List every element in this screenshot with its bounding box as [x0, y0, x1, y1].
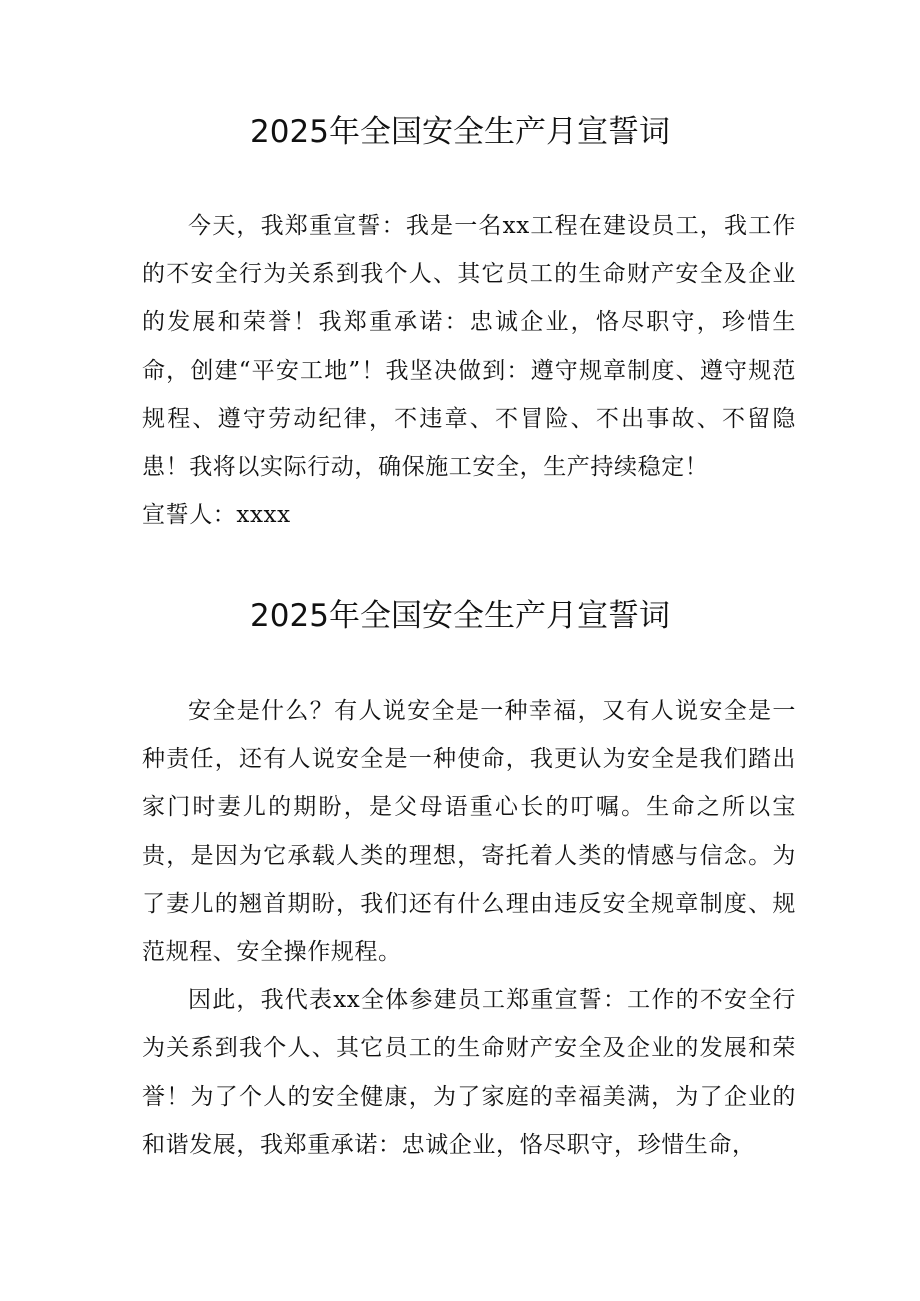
- section-1-title: 2025年全国安全生产月宣誓词: [250, 114, 670, 150]
- section-1-signature: 宣誓人：xxxx: [142, 502, 291, 529]
- section-2-title: 2025年全国安全生产月宣誓词: [250, 598, 670, 634]
- section-2-paragraph-1: 安全是什么？有人说安全是一种幸福，又有人说安全是一种责任，还有人说安全是一种使命，我更认为安全是我们踏出家门时妻儿的期盼，是父母语重心长的叮嘱。生命之所以宝贵，是因为它承载人类的理想，寄托着人类的情感与信念。为了妻儿的翘首期盼，我们还有什么理由违反安全规章制度、规范规程、安全操作规程。: [142, 698, 796, 966]
- section-1-paragraph: 今天，我郑重宣誓：我是一名xx工程在建设员工，我工作的不安全行为关系到我个人、其它员工的生命财产安全及企业的发展和荣誉！我郑重承诺：忠诚企业，恪尽职守，珍惜生命，创建“平安工地”！我坚决做到：遵守规章制度、遵守规范规程、遵守劳动纪律，不违章、不冒险、不出事故、不留隐患！我将以实际行动，确保施工安全，生产持续稳定！: [142, 213, 796, 481]
- section-1-body: [142, 202, 796, 539]
- section-2-body: [142, 687, 796, 1169]
- section-2-paragraph-2: 因此，我代表xx全体参建员工郑重宣誓：工作的不安全行为关系到我个人、其它员工的生命财产安全及企业的发展和荣誉！为了个人的安全健康，为了家庭的幸福美满，为了企业的和谐发展，我郑重承诺：忠诚企业，恪尽职守，珍惜生命，: [142, 987, 796, 1158]
